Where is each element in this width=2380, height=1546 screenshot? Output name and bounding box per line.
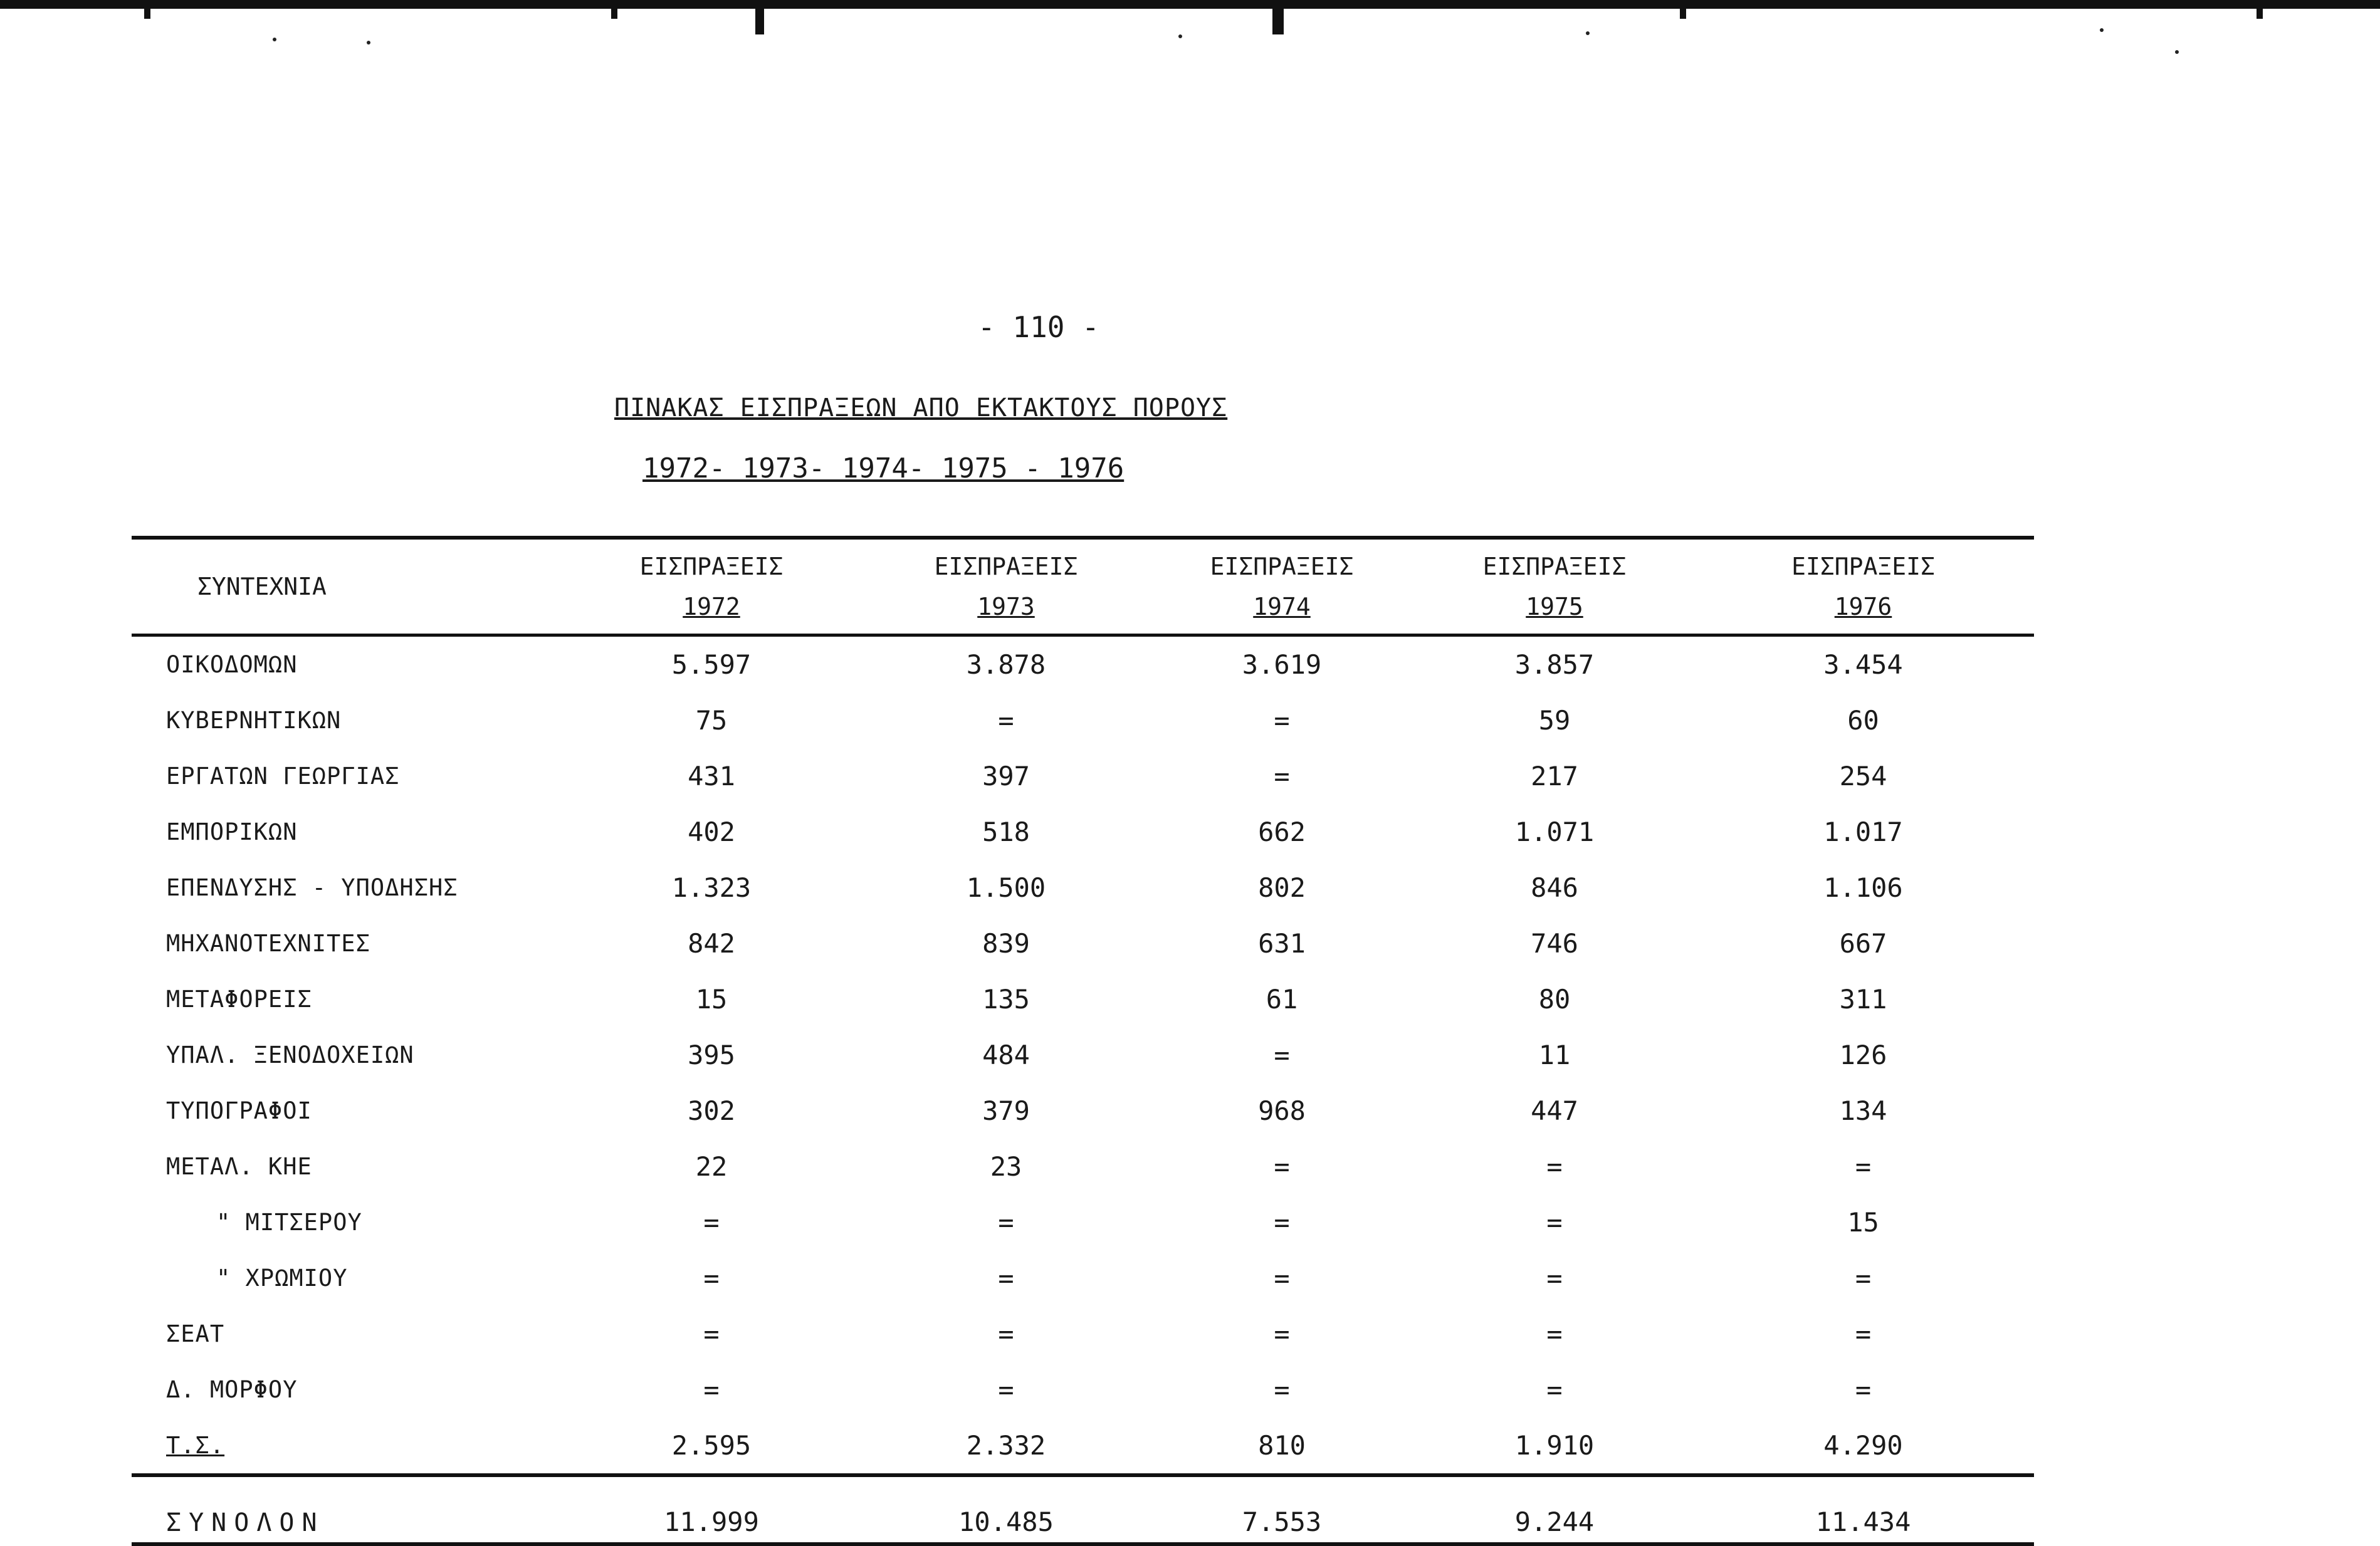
- cell-1973: 23: [990, 1151, 1022, 1182]
- column-header-year: 1973: [977, 593, 1035, 620]
- cell-1972: 15: [695, 984, 728, 1015]
- row-label: ΜΕΤΑΛ. ΚΗΕ: [166, 1153, 312, 1180]
- cell-1972: =: [703, 1263, 720, 1293]
- cell-1976: 15: [1847, 1207, 1879, 1238]
- column-header-label: ΕΙΣΠΡΑΞΕΙΣ: [934, 553, 1078, 580]
- cell-1975: 11: [1538, 1040, 1571, 1070]
- cell-1975: 3.857: [1514, 649, 1595, 680]
- cell-1972: 2.595: [558, 1418, 865, 1475]
- cell-1975: =: [1546, 1151, 1563, 1182]
- cell-1975: 846: [1531, 872, 1578, 903]
- row-label: ΥΠΑΛ. ΞΕΝΟΔΟΧΕΙΩΝ: [166, 1042, 414, 1068]
- column-header-year: 1972: [683, 593, 740, 620]
- cell-1973: 1.500: [966, 872, 1046, 903]
- cell-1972: 431: [688, 761, 735, 791]
- cell-1972: =: [703, 1319, 720, 1349]
- total-1975: 9.244: [1417, 1475, 1692, 1544]
- cell-1973: =: [998, 1374, 1014, 1405]
- cell-1976: 134: [1839, 1095, 1887, 1126]
- cell-1974: 3.619: [1242, 649, 1322, 680]
- column-header-label: ΕΙΣΠΡΑΞΕΙΣ: [1482, 553, 1627, 580]
- scan-speck: [273, 38, 276, 41]
- column-header-1972: [558, 538, 865, 635]
- column-header-union: [132, 538, 558, 635]
- table-row: [132, 804, 2034, 860]
- cell-1976: 667: [1839, 928, 1887, 959]
- cell-1974: 631: [1258, 928, 1306, 959]
- total-row: [132, 1475, 2034, 1544]
- cell-1975: 80: [1538, 984, 1571, 1015]
- table-row: [132, 1250, 2034, 1306]
- cell-1975: 59: [1538, 705, 1571, 736]
- scan-mark: [1272, 0, 1284, 34]
- cell-1973: =: [998, 1263, 1014, 1293]
- cell-1973: =: [998, 1319, 1014, 1349]
- column-header-label: ΕΙΣΠΡΑΞΕΙΣ: [1210, 553, 1354, 580]
- cell-1972: 395: [688, 1040, 735, 1070]
- cell-1975: 1.071: [1514, 817, 1595, 847]
- total-1974: 7.553: [1147, 1475, 1417, 1544]
- cell-1974: 968: [1258, 1095, 1306, 1126]
- cell-1974: =: [1274, 761, 1290, 791]
- cell-1974: =: [1274, 705, 1290, 736]
- cell-1974: 61: [1266, 984, 1298, 1015]
- cell-1975: =: [1546, 1263, 1563, 1293]
- page-title: ΠΙΝΑΚΑΣ ΕΙΣΠΡΑΞΕΩΝ ΑΠΟ ΕΚΤΑΚΤΟΥΣ ΠΟΡΟΥΣ: [614, 394, 1228, 422]
- page-number: - 110 -: [978, 310, 1099, 344]
- table-row: [132, 635, 2034, 693]
- scan-speck: [1586, 31, 1590, 35]
- column-header-1973: [865, 538, 1147, 635]
- row-label: ΕΜΠΟΡΙΚΩΝ: [166, 818, 298, 845]
- table-header-row: [132, 538, 2034, 635]
- table-row: [132, 971, 2034, 1027]
- cell-1974: 810: [1147, 1418, 1417, 1475]
- cell-1974: =: [1274, 1151, 1290, 1182]
- total-label: ΣΥΝΟΛΟΝ: [132, 1475, 558, 1544]
- scan-speck: [2100, 28, 2104, 32]
- cell-1974: 802: [1258, 872, 1306, 903]
- total-1976: 11.434: [1692, 1475, 2034, 1544]
- column-header-year: 1976: [1834, 593, 1892, 620]
- cell-1976: 60: [1847, 705, 1879, 736]
- column-header-1975: [1417, 538, 1692, 635]
- cell-1972: 22: [695, 1151, 728, 1182]
- cell-1973: =: [998, 1207, 1014, 1238]
- row-label: Δ. ΜΟΡΦΟΥ: [166, 1376, 298, 1403]
- column-header-1974: [1147, 538, 1417, 635]
- row-label: ΜΗΧΑΝΟΤΕΧΝΙΤΕΣ: [166, 930, 370, 957]
- row-label: ΕΠΕΝΔΥΣΗΣ - ΥΠΟΔΗΣΗΣ: [166, 874, 458, 901]
- cell-1973: 2.332: [865, 1418, 1147, 1475]
- cell-1976: =: [1855, 1374, 1872, 1405]
- cell-1974: =: [1274, 1319, 1290, 1349]
- row-label: ΤΥΠΟΓΡΑΦΟΙ: [166, 1097, 312, 1124]
- cell-1972: 1.323: [671, 872, 752, 903]
- row-label: ΟΙΚΟΔΟΜΩΝ: [166, 651, 298, 678]
- cell-1972: 75: [695, 705, 728, 736]
- cell-1974: =: [1274, 1374, 1290, 1405]
- cell-1974: =: [1274, 1040, 1290, 1070]
- cell-1975: =: [1546, 1319, 1563, 1349]
- scan-speck: [367, 41, 370, 44]
- cell-1973: 518: [982, 817, 1030, 847]
- cell-1976: 1.106: [1823, 872, 1903, 903]
- cell-1972: 5.597: [671, 649, 752, 680]
- page-subtitle-years: 1972- 1973- 1974- 1975 - 1976: [642, 452, 1124, 484]
- cell-1974: 662: [1258, 817, 1306, 847]
- scan-mark: [1680, 0, 1686, 19]
- row-label: ΣΕΑΤ: [166, 1320, 225, 1347]
- column-header-year: 1974: [1253, 593, 1311, 620]
- table-row: [132, 916, 2034, 971]
- cell-1976: =: [1855, 1319, 1872, 1349]
- scan-speck: [1178, 34, 1182, 38]
- row-label: ΚΥΒΕΡΝΗΤΙΚΩΝ: [166, 707, 342, 734]
- column-header-label: ΣΥΝΤΕΧΝΙΑ: [197, 573, 327, 600]
- column-header-year: 1975: [1526, 593, 1583, 620]
- table-row: [132, 1139, 2034, 1194]
- scan-mark: [755, 0, 764, 34]
- cell-1976: 3.454: [1823, 649, 1903, 680]
- scan-mark: [2257, 0, 2263, 19]
- cell-1974: =: [1274, 1207, 1290, 1238]
- cell-1976: 254: [1839, 761, 1887, 791]
- cell-1973: 484: [982, 1040, 1030, 1070]
- table-row: [132, 1418, 2034, 1475]
- cell-1973: 135: [982, 984, 1030, 1015]
- table-row: [132, 748, 2034, 804]
- cell-1976: 1.017: [1823, 817, 1903, 847]
- cell-1975: 746: [1531, 928, 1578, 959]
- table-row: [132, 860, 2034, 916]
- total-1972: 11.999: [558, 1475, 865, 1544]
- cell-1973: 839: [982, 928, 1030, 959]
- scan-top-edge: [0, 0, 2380, 9]
- cell-1972: 402: [688, 817, 735, 847]
- cell-1975: =: [1546, 1207, 1563, 1238]
- scan-speck: [2175, 50, 2179, 54]
- column-header-label: ΕΙΣΠΡΑΞΕΙΣ: [1791, 553, 1935, 580]
- cell-1972: 842: [688, 928, 735, 959]
- cell-1972: =: [703, 1207, 720, 1238]
- cell-1975: 447: [1531, 1095, 1578, 1126]
- cell-1975: =: [1546, 1374, 1563, 1405]
- row-label: " ΧΡΩΜΙΟΥ: [216, 1265, 348, 1292]
- table-row: [132, 1306, 2034, 1362]
- cell-1972: =: [703, 1374, 720, 1405]
- cell-1972: 302: [688, 1095, 735, 1126]
- cell-1973: 3.878: [966, 649, 1046, 680]
- scan-mark: [611, 0, 617, 19]
- cell-1976: =: [1855, 1263, 1872, 1293]
- cell-1976: 311: [1839, 984, 1887, 1015]
- cell-1976: =: [1855, 1151, 1872, 1182]
- cell-1973: =: [998, 705, 1014, 736]
- total-1973: 10.485: [865, 1475, 1147, 1544]
- column-header-1976: [1692, 538, 2034, 635]
- cell-1976: 4.290: [1692, 1418, 2034, 1475]
- receipts-table: [132, 536, 2034, 1546]
- table-row: [132, 692, 2034, 748]
- table-row: [132, 1083, 2034, 1139]
- row-label: ΜΕΤΑΦΟΡΕΙΣ: [166, 986, 312, 1013]
- table-row: [132, 1362, 2034, 1418]
- cell-1973: 379: [982, 1095, 1030, 1126]
- table-row: [132, 1027, 2034, 1083]
- row-label: ΕΡΓΑΤΩΝ ΓΕΩΡΓΙΑΣ: [166, 763, 400, 790]
- column-header-label: ΕΙΣΠΡΑΞΕΙΣ: [639, 553, 784, 580]
- table-row: [132, 1194, 2034, 1250]
- cell-1973: 397: [982, 761, 1030, 791]
- scan-mark: [144, 0, 150, 19]
- row-label: " ΜΙΤΣΕΡΟΥ: [216, 1209, 362, 1236]
- cell-1975: 217: [1531, 761, 1578, 791]
- cell-1975: 1.910: [1417, 1418, 1692, 1475]
- cell-1974: =: [1274, 1263, 1290, 1293]
- row-label: Τ.Σ.: [132, 1418, 558, 1475]
- cell-1976: 126: [1839, 1040, 1887, 1070]
